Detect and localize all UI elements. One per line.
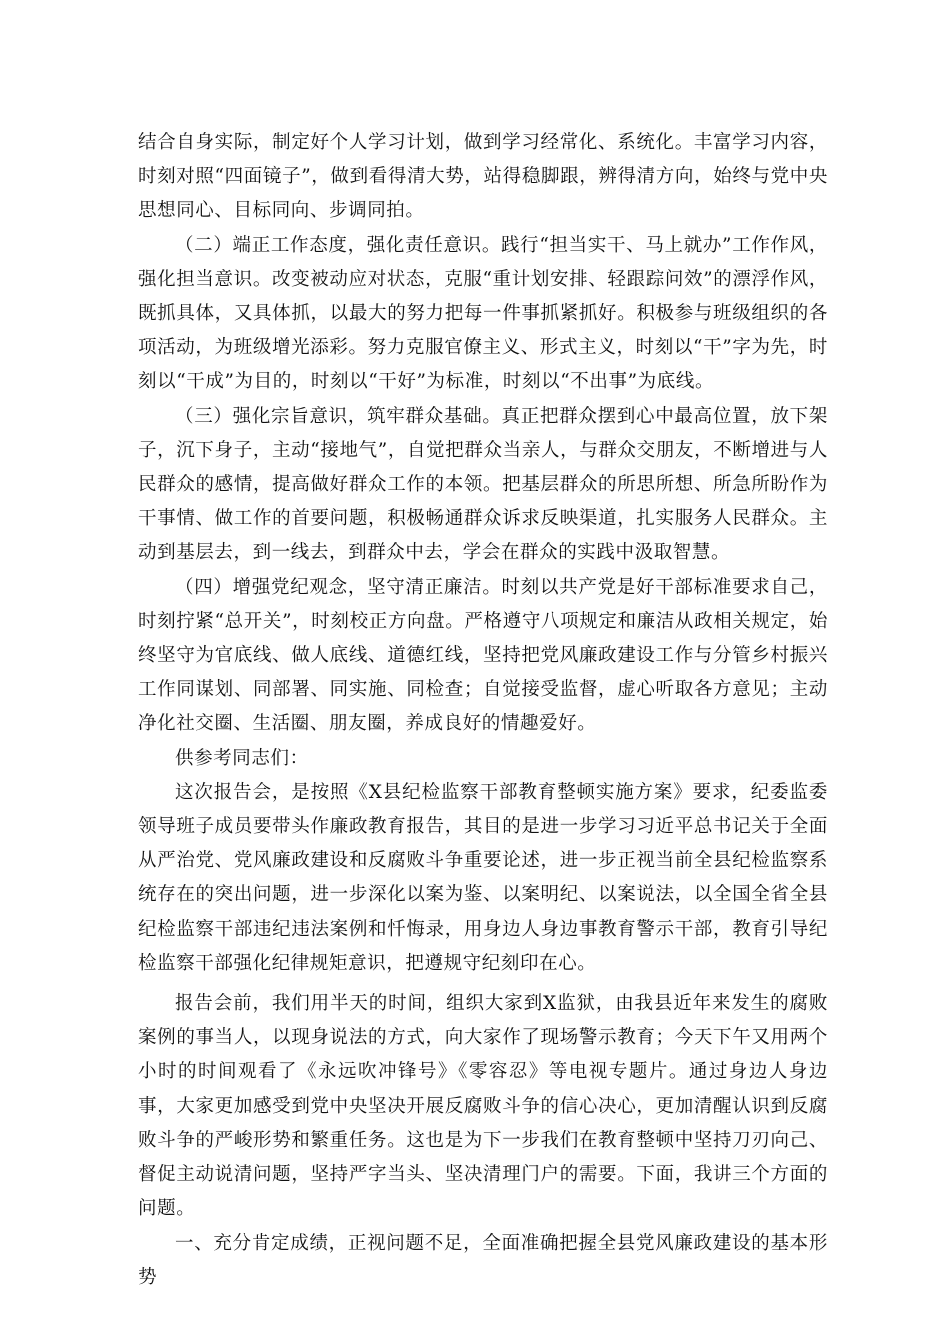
document-body bbox=[138, 126, 828, 1295]
paragraph-section-3: （三）强化宗旨意识，筑牢群众基础。真正把群众摆到心中最高位置，放下架子，沉下身子，主动“接地气”，自觉把群众当亲人，与群众交朋友，不断增进与人民群众的感情，提高做好群众工作的本领。把基层群众的所思所想、所急所盼作为干事情、做工作的首要问题，积极畅通群众诉求反映渠道，扎实服务人民群众。主动到基层去，到一线去，到群众中去，学会在群众的实践中汲取智慧。 bbox=[138, 405, 828, 564]
paragraph-reference-note: 供参考同志们： bbox=[175, 747, 309, 769]
paragraph-section-2: （二）端正工作态度，强化责任意识。践行“担当实干、马上就办”工作作风，强化担当意识。改变被动应对状态，克服“重计划安排、轻跟踪问效”的漂浮作风，既抓具体，又具体抓，以最大的努力把每一件事抓紧抓好。积极参与班级组织的各项活动，为班级增光添彩。努力克服官僚主义、形式主义，时刻以“干”字为先，时刻以“干成”为目的，时刻以“干好”为标准，时刻以“不出事”为底线。 bbox=[138, 234, 828, 393]
paragraph-report-purpose: 这次报告会，是按照《X县纪检监察干部教育整顿实施方案》要求，纪委监委领导班子成员要带头作廉政教育报告，其目的是进一步学习习近平总书记关于全面从严治党、党风廉政建设和反腐败斗争重要论述，进一步正视当前全县纪检监察系统存在的突出问题，进一步深化以案为鉴、以案明纪、以案说法，以全国全省全县纪检监察干部违纪违法案例和忏悔录，用身边人身边事教育警示干部，教育引导纪检监察干部强化纪律规矩意识，把遵规守纪刻印在心。 bbox=[138, 781, 828, 974]
paragraph-section-4: （四）增强党纪观念，坚守清正廉洁。时刻以共产党是好干部标准要求自己，时刻拧紧“总开关”，时刻校正方向盘。严格遵守八项规定和廉洁从政相关规定，始终坚守为官底线、做人底线、道德红线，坚持把党风廉政建设工作与分管乡村振兴工作同谋划、同部署、同实施、同检查；自觉接受监督，虚心听取各方意见；主动净化社交圈、生活圈、朋友圈，养成良好的情趣爱好。 bbox=[138, 576, 828, 735]
paragraph-continuation: 结合自身实际，制定好个人学习计划，做到学习经常化、系统化。丰富学习内容，时刻对照“四面镜子”，做到看得清大势，站得稳脚跟，辨得清方向，始终与党中央思想同心、目标同向、步调同拍。 bbox=[138, 132, 828, 222]
section-heading-1: 一、充分肯定成绩，正视问题不足，全面准确把握全县党风廉政建设的基本形势 bbox=[138, 1232, 828, 1288]
paragraph-report-background: 报告会前，我们用半天的时间，组织大家到X监狱，由我县近年来发生的腐败案例的事当人，以现身说法的方式，向大家作了现场警示教育；今天下午又用两个小时的时间观看了《永远吹冲锋号》《零容忍》等电视专题片。通过身边人身边事，大家更加感受到党中央坚决开展反腐败斗争的信心决心，更加清醒认识到反腐败斗争的严峻形势和繁重任务。这也是为下一步我们在教育整顿中坚持刀刃向己、督促主动说清问题，坚持严字当头、坚决清理门户的需要。下面，我讲三个方面的问题。 bbox=[138, 993, 828, 1220]
